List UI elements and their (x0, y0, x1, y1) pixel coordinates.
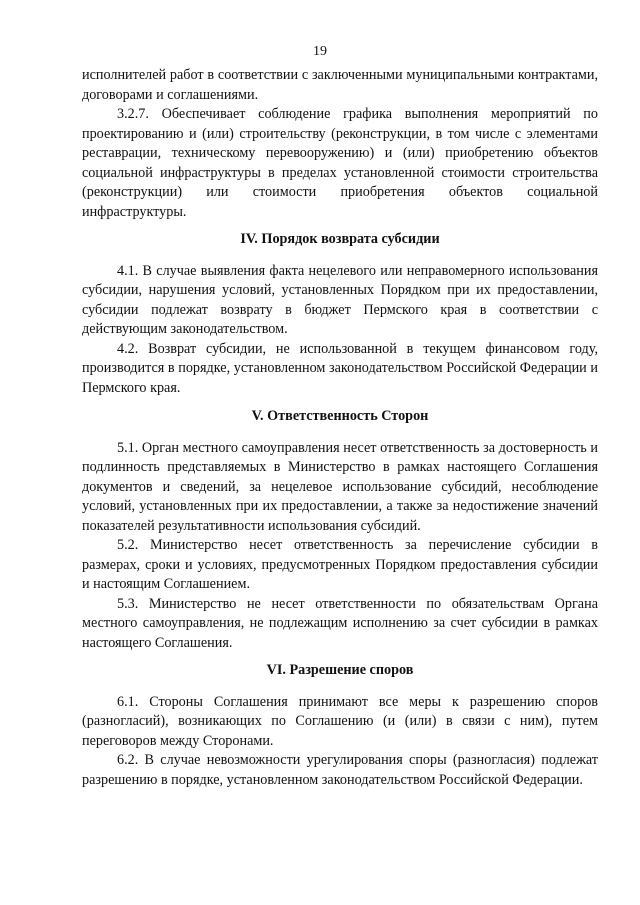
section-heading-vi: VI. Разрешение споров (266, 662, 414, 678)
document-body (82, 66, 598, 790)
paragraph-3-2-7: 3.2.7. Обеспечивает соблюдение графика выполнения мероприятий по проектированию и (или) строительству (реконструкции, в том числе с элементами реставрации, техническому перевооружению) и (или) приобретению объектов социальной инфраструктуры в пределах установленной стоимости строительства (реконструкции) или стоимости приобретения объектов социальной инфраструктуры. (82, 106, 598, 220)
paragraph-6-2: 6.2. В случае невозможности урегулирования споры (разногласия) подлежат разрешению в порядке, установленном законодательством Российской Федерации. (82, 752, 598, 788)
paragraph-5-3: 5.3. Министерство не несет ответственности по обязательствам Органа местного самоуправления, не подлежащим исполнению за счет субсидии в рамках настоящего Соглашения. (82, 595, 598, 651)
paragraph-4-2: 4.2. Возврат субсидии, не использованной в текущем финансовом году, производится в порядке, установленном законодательством Российской Федерации и Пермского края. (82, 340, 598, 396)
paragraph-continuation: исполнителей работ в соответствии с заключенными муниципальными контрактами, договорами и соглашениями. (82, 67, 598, 103)
section-heading-iv: IV. Порядок возврата субсидии (240, 231, 440, 247)
paragraph-5-2: 5.2. Министерство несет ответственность за перечисление субсидии в размерах, сроки и условиях, предусмотренных Порядком предоставления субсидии и настоящим Соглашением. (82, 537, 598, 592)
paragraph-4-1: 4.1. В случае выявления факта нецелевого или неправомерного использования субсидии, нарушения условий, установленных Порядком при их предоставлении, субсидии подлежат возврату в бюджет Пермского края в соответствии с действующим законодательством. (82, 262, 598, 337)
paragraph-5-1: 5.1. Орган местного самоуправления несет ответственность за достоверность и подлинность представляемых в Министерство в рамках настоящего Соглашения документов и сведений, за нецелевое использование субсидий, несоблюдение условий, установленных при их предоставлении, а также за недостижение значений показателей результативности использования субсидий. (82, 439, 598, 534)
section-heading-v: V. Ответственность Сторон (251, 408, 429, 424)
page-number: 19 (313, 44, 327, 59)
paragraph-6-1: 6.1. Стороны Соглашения принимают все меры к разрешению споров (разногласий), возникающих по Соглашению (и (или) в связи с ним), путем переговоров между Сторонами. (82, 693, 598, 749)
